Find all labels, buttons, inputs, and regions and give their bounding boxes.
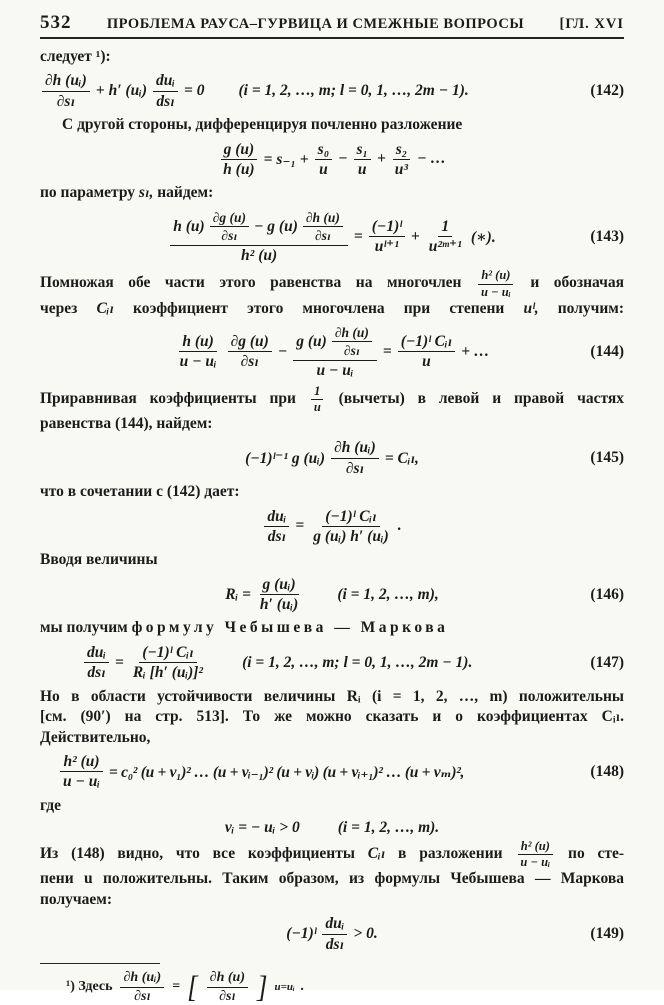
fraction-denominator: dsₗ: [87, 664, 106, 682]
fraction: [354, 141, 371, 179]
fraction-numerator: ∂g (u): [228, 333, 272, 352]
fraction-denominator: ∂sₗ: [345, 459, 365, 477]
math-token: Rᵢ =: [225, 585, 251, 603]
fraction: [392, 141, 411, 179]
fraction-denominator: ∂sₗ: [134, 988, 151, 1004]
running-title: ПРОБЛЕМА РАУСА–ГУРВИЦА И СМЕЖНЫЕ ВОПРОСЫ: [106, 16, 525, 32]
paragraph-conclusion-line3: получаем:: [40, 890, 113, 908]
fraction-denominator: u: [357, 160, 367, 178]
fraction: [369, 218, 405, 256]
fraction-numerator: duᵢ: [153, 72, 178, 91]
fraction: [130, 644, 206, 682]
fraction-numerator: ∂g (u): [210, 210, 249, 227]
paragraph-equate-line1: [40, 385, 624, 414]
equals-zero: = 0: [184, 82, 205, 100]
fraction-numerator: duᵢ: [84, 644, 109, 663]
math-token: uˡ,: [523, 299, 539, 317]
fraction-denominator: h′ (uᵢ): [259, 596, 299, 614]
fraction-numerator: s₁: [354, 141, 371, 160]
equals: =: [382, 342, 392, 360]
paragraph-introduce: Вводя величины: [40, 551, 158, 569]
text-segment: Приравнивая коэффициенты при: [40, 389, 296, 407]
header-rule: [40, 37, 624, 39]
equation-146: [40, 576, 624, 614]
fraction-denominator: u³: [394, 160, 409, 178]
fraction: [207, 970, 248, 1004]
text-segment: мы получим: [40, 619, 128, 637]
fraction-denominator: h (u): [223, 160, 255, 178]
equation-147-number: (147): [590, 653, 624, 671]
fraction-denominator: dsₗ: [156, 92, 175, 110]
fraction: [153, 72, 178, 110]
equation-149: [40, 915, 624, 953]
paragraph-where: где: [40, 796, 61, 814]
period: .: [300, 979, 305, 995]
equation-144: [40, 324, 624, 380]
inline-fraction: [311, 385, 324, 414]
fraction: [303, 210, 343, 243]
fraction-numerator: (−1)ˡ Cᵢₗ: [398, 333, 455, 352]
math-token: Cᵢₗ: [367, 845, 386, 863]
period: .: [397, 517, 402, 535]
equals: =: [295, 517, 305, 535]
fraction-numerator: [293, 324, 377, 361]
fraction: [264, 508, 289, 546]
math-token: − g (u): [254, 217, 298, 235]
equation-147: [40, 644, 624, 682]
operator: −: [338, 150, 348, 168]
page-header: [40, 12, 624, 34]
text-segment: Помножая обе части этого равенства на многочлен: [40, 274, 462, 292]
left-bracket: [: [187, 969, 198, 1004]
fraction-numerator: ∂h (u): [332, 325, 372, 342]
equation-148: [40, 753, 624, 791]
equation-147-condition: (i = 1, 2, …, m; l = 0, 1, …, 2m − 1).: [242, 653, 473, 671]
equation-143: [40, 209, 624, 265]
fraction-denominator: u − uᵢ: [63, 773, 101, 791]
equation-series: [40, 141, 624, 179]
fraction-denominator: ∂sₗ: [343, 343, 360, 359]
paragraph-combine: что в сочетании с (142) дает:: [40, 483, 240, 501]
text-segment: по параметру: [40, 184, 136, 202]
fraction: [170, 209, 348, 265]
equation-148-body: [58, 753, 464, 791]
fraction-numerator: ∂h (u): [303, 210, 343, 227]
fraction: [220, 141, 257, 179]
fraction-numerator: ∂h (uᵢ): [331, 439, 379, 458]
equation-vi-condition: (i = 1, 2, …, m).: [337, 819, 440, 837]
equation-143-body: [168, 209, 495, 265]
fraction-numerator: ∂h (uᵢ): [120, 970, 164, 988]
inline-fraction: [517, 840, 553, 869]
equation-146-condition: (i = 1, 2, …, m),: [337, 585, 439, 603]
paragraph-formula-name: [40, 618, 624, 638]
fraction-numerator: h² (u): [60, 753, 102, 772]
fraction-numerator: ∂h (uᵢ): [42, 72, 90, 91]
paragraph-multiply-line1: [40, 269, 624, 298]
fraction: [177, 333, 220, 371]
paragraph-expand: С другой стороны, дифференцируя почленно разложение: [62, 116, 463, 134]
fraction: [84, 644, 109, 682]
equation-144-body: [175, 324, 490, 380]
fraction: [293, 324, 377, 380]
equation-149-body: [286, 915, 377, 953]
equation-142-number: (142): [590, 82, 624, 100]
text-segment: в разложении: [398, 845, 503, 863]
fraction: [228, 333, 272, 371]
fraction-denominator: u − uᵢ: [520, 855, 551, 870]
footnote-rule: [40, 963, 160, 964]
math-token: h (u): [173, 217, 205, 235]
equation-vi-body: [225, 819, 439, 837]
equation-series-body: [218, 141, 446, 179]
equation-145-body: [245, 439, 419, 477]
math-token: Cᵢₗ: [96, 299, 114, 317]
fraction: [315, 141, 332, 179]
ellipsis-tail: + …: [461, 342, 490, 360]
equals: =: [353, 227, 363, 245]
fraction-denominator: u²ᵐ⁺¹: [428, 238, 462, 256]
fraction-denominator: u − uᵢ: [179, 353, 217, 371]
fraction-denominator: u − uᵢ: [316, 362, 354, 380]
math-token: > 0.: [353, 925, 378, 943]
text-segment: получим:: [557, 299, 625, 317]
equation-145-number: (145): [590, 449, 624, 467]
footnote: [40, 970, 624, 1004]
equation-vi: [40, 819, 624, 837]
fraction-numerator: duᵢ: [264, 508, 289, 527]
fraction-denominator: g (uᵢ) h′ (uᵢ): [313, 527, 389, 545]
formula-name-spaced: формулу Чебышева — Маркова: [131, 619, 449, 637]
text-segment: через: [40, 299, 78, 317]
fraction-numerator: (−1)ˡ: [369, 218, 405, 237]
fraction-numerator: (−1)ˡ Cᵢₗ: [139, 644, 196, 663]
fraction-denominator: Rᵢ [h′ (uᵢ)]²: [132, 664, 204, 682]
equation-146-number: (146): [590, 585, 624, 603]
operator: −: [277, 342, 288, 360]
fraction-denominator: u: [422, 353, 431, 371]
paragraph-stability-line1: Но в области устойчивости величины Rᵢ (i = 1, 2, …, m) положительны: [40, 687, 624, 705]
paragraph-conclusion-line1: [40, 840, 624, 869]
series-head: = s₋₁ +: [263, 151, 309, 169]
equation-149-number: (149): [590, 925, 624, 943]
page-number: 532: [40, 12, 72, 33]
text-segment: Из (148) видно, что все коэффициенты: [40, 845, 355, 863]
paragraph-stability-line3: Действительно,: [40, 728, 151, 746]
math-token: sₗ,: [138, 184, 154, 202]
coefficient: h′ (uᵢ): [108, 82, 148, 100]
fraction-numerator: [170, 209, 348, 246]
equation-148-number: (148): [590, 762, 624, 780]
fraction: [398, 333, 455, 371]
equation-145: [40, 439, 624, 477]
equals: =: [115, 653, 124, 671]
fraction-denominator: u: [313, 399, 321, 414]
fraction: [60, 753, 103, 791]
math-token: (−1)ˡ: [286, 925, 317, 943]
paragraph-multiply-line2: [40, 299, 624, 319]
fraction-numerator: g (u): [221, 141, 258, 160]
equation-142-body: [40, 72, 204, 110]
fraction: [332, 325, 372, 358]
fraction-numerator: s₂: [393, 141, 410, 160]
fraction-numerator: (−1)ˡ Cᵢₗ: [322, 508, 379, 527]
equation-142: [40, 72, 624, 110]
fraction-numerator: duᵢ: [322, 915, 347, 934]
fraction-denominator: dsₗ: [267, 527, 287, 545]
fraction-denominator: u: [319, 160, 328, 178]
fraction-denominator: uˡ⁺¹: [374, 238, 399, 256]
evaluation-subscript: u=uᵢ: [274, 981, 295, 994]
math-token: = Cᵢₗ,: [384, 450, 419, 468]
fraction-numerator: 1: [311, 385, 323, 400]
paragraph-follows: следует ¹):: [40, 48, 111, 65]
fraction-numerator: 1: [438, 218, 452, 237]
footnote-marker: ¹) Здесь: [66, 979, 113, 995]
paragraph-conclusion-line2: пени u положительны. Таким образом, из формулы Чебышева — Маркова: [40, 870, 624, 888]
fraction-denominator: ∂sₗ: [219, 988, 236, 1004]
fraction-denominator: ∂sₗ: [56, 92, 75, 110]
paragraph-parameter: [40, 183, 624, 203]
paragraph-stability-line2: [см. (90′) на стр. 513]. То же можно сказать и о коэффициентах Cᵢₗ.: [40, 708, 624, 726]
fraction: [257, 576, 301, 614]
math-token: vᵢ = − uᵢ > 0: [224, 819, 300, 837]
text-segment: по сте-: [568, 845, 625, 863]
fraction: [426, 218, 465, 256]
fraction-numerator: s₀: [315, 141, 332, 160]
equation-dui-body: [262, 508, 401, 546]
series-tail: − …: [417, 150, 446, 168]
math-token: g (u): [296, 333, 327, 350]
operator: +: [376, 150, 386, 168]
equation-146-body: [225, 576, 303, 614]
fraction-denominator: ∂sₗ: [314, 227, 331, 243]
equation-dui: [40, 508, 624, 546]
operator: +: [410, 227, 420, 245]
equals: =: [172, 979, 181, 995]
chapter-label: [ГЛ. XVI: [559, 16, 624, 32]
equation-142-condition: (i = 1, 2, …, m; l = 0, 1, …, 2m − 1).: [238, 82, 469, 100]
fraction-denominator: u − uᵢ: [480, 284, 511, 299]
right-bracket: ]: [257, 969, 268, 1004]
equation-147-body: [82, 644, 208, 682]
paragraph-equate-line2: равенства (144), найдем:: [40, 414, 213, 432]
math-token: (−1)ˡ⁻¹ g (uᵢ): [245, 450, 326, 468]
text-segment: найдем:: [157, 184, 214, 202]
inline-fraction: [478, 269, 514, 298]
fraction: [310, 508, 392, 546]
fraction-numerator: h² (u): [518, 840, 553, 855]
fraction: [42, 72, 90, 110]
fraction: [120, 970, 164, 1004]
fraction-denominator: dsₗ: [325, 935, 345, 953]
fraction-numerator: h (u): [179, 333, 216, 352]
product-expansion: = c₀² (u + v₁)² … (u + vᵢ₋₁)² (u + vᵢ) (u + vᵢ₊₁)² … (u + vₘ)²,: [109, 763, 465, 781]
fraction-denominator: ∂sₗ: [240, 353, 259, 371]
fraction-numerator: g (uᵢ): [260, 576, 299, 595]
text-segment: (вычеты) в левой и правой частях: [338, 389, 625, 407]
fraction: [331, 439, 379, 477]
equation-144-number: (144): [590, 342, 624, 360]
star-mark: (∗).: [470, 228, 496, 246]
fraction-denominator: ∂sₗ: [221, 227, 238, 243]
equation-143-number: (143): [590, 227, 624, 245]
text-segment: коэффициент этого многочлена при степени: [133, 299, 505, 317]
fraction-numerator: ∂h (u): [207, 970, 248, 988]
fraction: [210, 210, 249, 243]
fraction-numerator: h² (u): [478, 269, 513, 284]
fraction-denominator: h² (u): [241, 247, 278, 265]
operator: +: [95, 82, 105, 100]
text-segment: и обозначая: [530, 274, 625, 292]
fraction: [322, 915, 347, 953]
